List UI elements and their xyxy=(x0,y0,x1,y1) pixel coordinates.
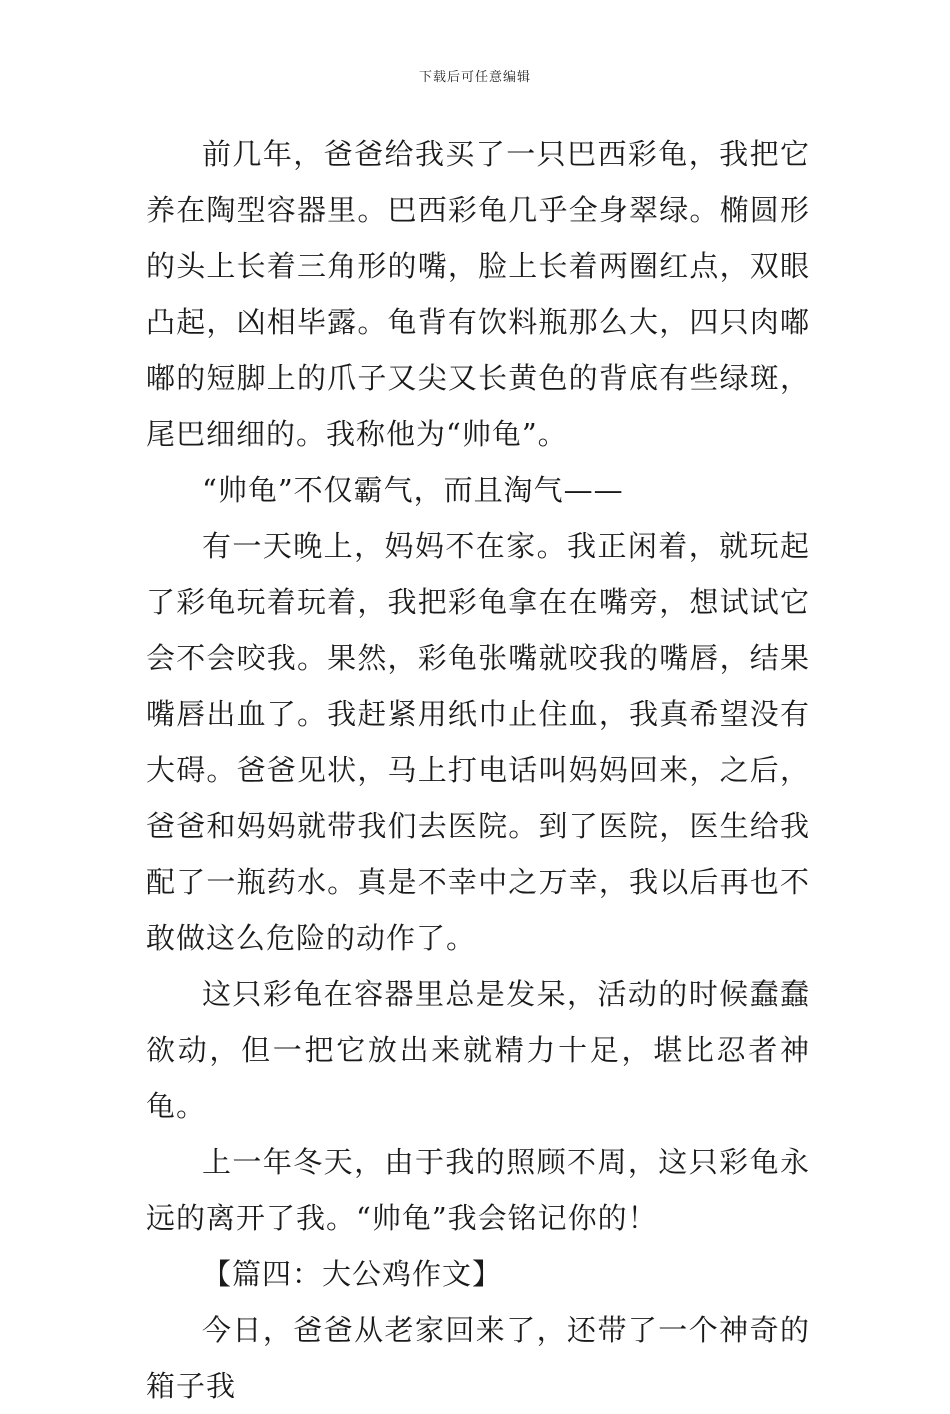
paragraph-turtle-naughty: “帅龟”不仅霸气，而且淘气—— xyxy=(202,473,624,507)
paragraph-turtle-behavior: 这只彩龟在容器里总是发呆，活动的时候蠢蠢欲动，但一把它放出来就精力十足，堪比忍者神龟。 xyxy=(146,977,810,1123)
section-heading: 【篇四：大公鸡作文】 xyxy=(202,1257,503,1291)
paragraph-turtle-intro: 前几年，爸爸给我买了一只巴西彩龟，我把它养在陶型容器里。巴西彩龟几乎全身翠绿。椭圆形的头上长着三角形的嘴，脸上长着两圈红点，双眼凸起，凶相毕露。龟背有饮料瓶那么大，四只肉嘟嘟的短脚上的爪子又尖又长黄色的背底有些绿斑，尾巴细细的。我称他为“帅龟”。 xyxy=(146,137,810,451)
paragraph-rooster-intro: 今日，爸爸从老家回来了，还带了一个神奇的箱子我 xyxy=(146,1313,810,1403)
page-header: 下载后可任意编辑 xyxy=(418,70,531,85)
document-body xyxy=(146,126,810,1414)
paragraph-turtle-bite: 有一天晚上，妈妈不在家。我正闲着，就玩起了彩龟玩着玩着，我把彩龟拿在在嘴旁，想试试它会不会咬我。果然，彩龟张嘴就咬我的嘴唇，结果嘴唇出血了。我赶紧用纸巾止住血，我真希望没有大碍。爸爸见状，马上打电话叫妈妈回来，之后，爸爸和妈妈就带我们去医院。到了医院，医生给我配了一瓶药水。真是不幸中之万幸，我以后再也不敢做这么危险的动作了。 xyxy=(146,529,810,955)
paragraph-turtle-farewell: 上一年冬天，由于我的照顾不周，这只彩龟永远的离开了我。“帅龟”我会铭记你的！ xyxy=(146,1145,810,1235)
